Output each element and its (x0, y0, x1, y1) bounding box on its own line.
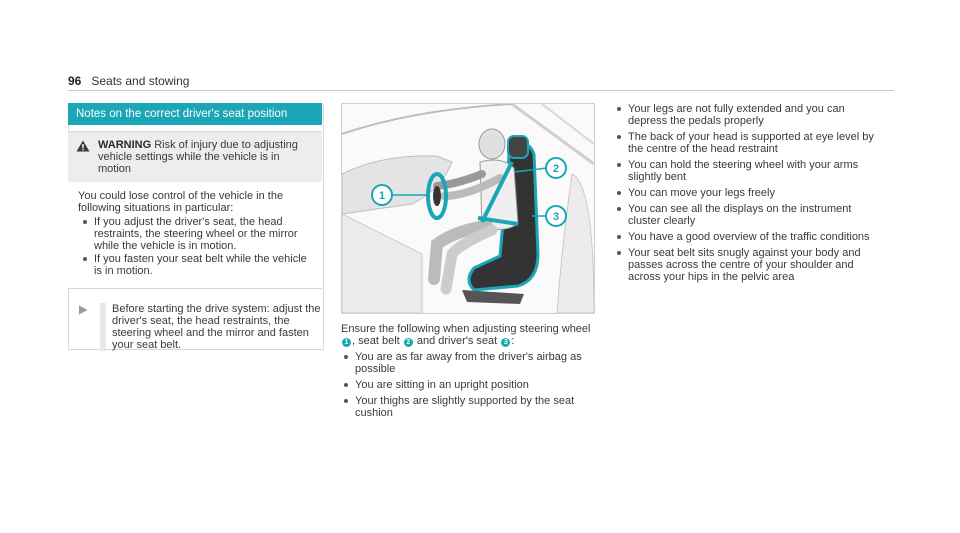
list-item: You have a good overview of the traffic conditions (628, 231, 876, 243)
ensure-intro (341, 323, 597, 347)
callout-3-label: 3 (552, 211, 560, 223)
list-item: If you fasten your seat belt while the vehicle is in motion. (94, 253, 314, 277)
callout-1-label: 1 (378, 190, 386, 202)
callout-3-icon (546, 206, 566, 226)
warning-label: WARNING (98, 139, 152, 151)
page-header (68, 74, 189, 88)
list-item: You are sitting in an upright position (355, 379, 597, 391)
list-item: Your thighs are slightly supported by the seat cushion (355, 395, 597, 419)
notes-section (68, 103, 322, 351)
warning-triangle-icon (76, 139, 98, 175)
header-divider (68, 90, 894, 91)
action-instruction (68, 303, 322, 351)
warning-body (68, 182, 322, 288)
warning-headline: Risk of injury due to adjusting vehicle settings while the vehicle is in motion (98, 139, 298, 175)
section-title: Notes on the correct driver's seat position (68, 103, 322, 125)
list-item: Your seat belt sits snugly against your body and passes across the centre of your shoulder and across your hips in the pelvic area (628, 247, 876, 283)
seat-illustration (341, 103, 595, 314)
ensure-text: , seat belt (352, 335, 400, 347)
list-item: You can see all the displays on the instrument cluster clearly (628, 203, 876, 227)
ensure-list-continued (614, 103, 876, 287)
action-text: Before starting the drive system: adjust the driver's seat, the head restraints, the steering wheel and the mirror and fasten your seat belt. (112, 303, 321, 351)
callout-2-icon (546, 158, 566, 178)
list-item: You are as far away from the driver's airbag as possible (355, 351, 597, 375)
warning-header (68, 132, 322, 182)
number-badge-2: 2 (404, 338, 413, 347)
page-number: 96 (68, 74, 82, 88)
list-item: Your legs are not fully extended and you can depress the pedals properly (628, 103, 876, 127)
number-badge-1: 1 (342, 338, 351, 347)
callout-2-label: 2 (552, 163, 560, 175)
ensure-text: Ensure the following when adjusting steering wheel (341, 323, 591, 335)
ensure-text: and driver's seat (416, 335, 498, 347)
chapter-title: Seats and stowing (91, 74, 190, 88)
list-item: You can move your legs freely (628, 187, 876, 199)
ensure-section (341, 323, 597, 423)
callout-1-icon (372, 185, 392, 205)
warning-box (68, 131, 322, 289)
number-badge-3: 3 (501, 338, 510, 347)
list-item: If you adjust the driver's seat, the head restraints, the steering wheel or the mirror while the vehicle is in motion. (94, 216, 314, 252)
action-bar (100, 303, 106, 351)
ensure-text: : (511, 335, 515, 347)
list-item: The back of your head is supported at eye level by the centre of the head restraint (628, 131, 876, 155)
ensure-list (341, 351, 597, 419)
warning-intro: You could lose control of the vehicle in the following situations in particular: (78, 190, 284, 214)
list-item: You can hold the steering wheel with your arms slightly bent (628, 159, 876, 183)
warning-list (78, 216, 314, 277)
bullet-list (614, 103, 876, 283)
action-arrow-icon (78, 303, 100, 351)
